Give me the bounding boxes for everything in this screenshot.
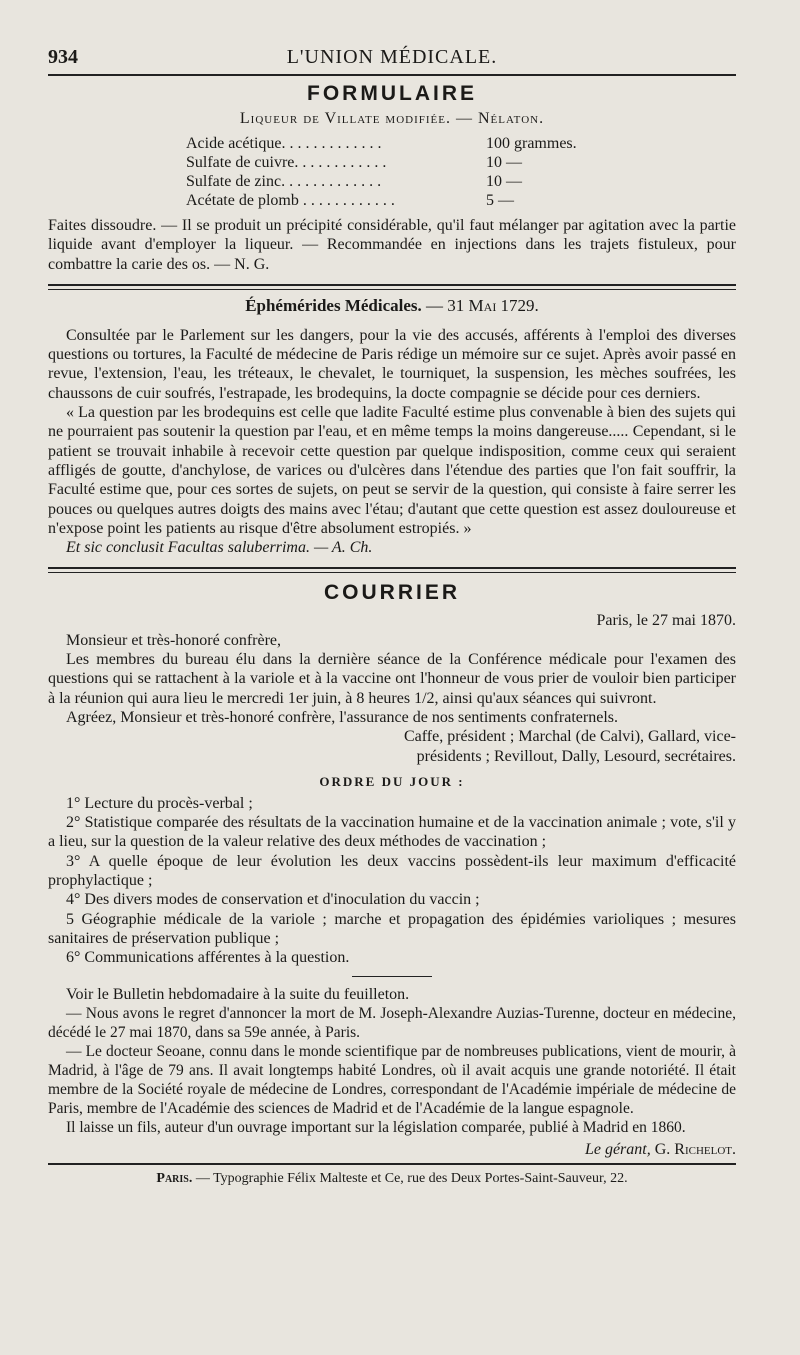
- gerant-label: Le gérant,: [584, 1140, 651, 1158]
- ingredient-qty: 10 —: [486, 173, 522, 190]
- bulletin-note: Voir le Bulletin hebdomadaire à la suite du feuilleton.: [66, 985, 410, 1003]
- courrier-section: [48, 581, 736, 1136]
- ordre-item: 2° Statistique comparée des résultats de la vaccination humaine et de la vaccination animale ; vote, s'il y a lieu, sur la question de la valeur relative des deux méthodes de vaccination ;: [48, 814, 736, 851]
- ingredient-name: Acétate de plomb . . . . . . . . . . . .: [186, 192, 395, 209]
- ordre-item: 5 Géographie médicale de la variole ; marche et propagation des épidémies varioliques ; mesures sanitaires de préservation publique ;: [48, 910, 736, 947]
- short-rule: [352, 976, 432, 977]
- imprint-text: — Typographie Félix Malteste et Ce, rue des Deux Portes-Saint-Sauveur, 22.: [195, 1170, 628, 1186]
- formula-row: [186, 191, 736, 210]
- formulaire-section: [48, 82, 736, 274]
- formula-row: [186, 172, 736, 191]
- formula-row: [186, 153, 736, 172]
- courrier-signature-2: présidents ; Revillout, Dally, Lesourd, secrétaires.: [416, 747, 736, 765]
- running-header: [48, 40, 736, 74]
- ingredient-qty: 5 —: [486, 192, 514, 209]
- ordre-item: 1° Lecture du procès-verbal ;: [66, 794, 253, 812]
- courrier-paragraph: Les membres du bureau élu dans la dernière séance de la Conférence médicale pour l'examen des questions qui se rattachent à la variole et à la vaccine ont l'honneur de vous prier de vouloir bien participer à la réunion qui aura lieu le mercredi 1er juin, à 8 heures 1/2, ainsi qu'aux séances qui suivront.: [48, 651, 736, 707]
- formulaire-note: Faites dissoudre. — Il se produit un précipité considérable, qu'il faut mélanger par agitation avec la partie liquide avant d'employer la liqueur. — Recommandée en injections dans les trajets fistuleux, pour combattre la carie des os. — N. G.: [48, 217, 736, 273]
- ordre-item: 4° Des divers modes de conservation et d'inoculation du vaccin ;: [66, 891, 480, 909]
- news-item: — Nous avons le regret d'annoncer la mort de M. Joseph-Alexandre Auzias-Turenne, docteur en médecine, décédé le 27 mai 1870, dans sa 59e année, à Paris.: [48, 1004, 736, 1041]
- ephemerides-heading: [48, 296, 736, 316]
- courrier-salutation: Monsieur et très-honoré confrère,: [66, 631, 282, 649]
- formula-row: [186, 134, 736, 153]
- section-double-rule: [48, 284, 736, 290]
- section-double-rule: [48, 567, 736, 573]
- ingredient-qty: 10 —: [486, 154, 522, 171]
- ephemerides-section: [48, 296, 736, 558]
- courrier-signature-1: Caffe, président ; Marchal (de Calvi), Gallard, vice-: [403, 728, 736, 746]
- footer-rule: [48, 1163, 736, 1165]
- gerant-name: G. Richelot.: [654, 1140, 736, 1158]
- ordre-item: 3° A quelle époque de leur évolution les deux vaccins possèdent-ils leur maximum d'efficacité prophylactique ;: [48, 852, 736, 890]
- courrier-greeting: Agréez, Monsieur et très-honoré confrère, l'assurance de nos sentiments confraternels.: [66, 708, 618, 726]
- news-item: Il laisse un fils, auteur d'un ouvrage important sur la législation comparée, publié à Madrid en 1860.: [66, 1118, 686, 1136]
- ingredient-name: Acide acétique. . . . . . . . . . . . .: [186, 135, 382, 152]
- imprint-city: Paris.: [156, 1170, 193, 1186]
- ephemerides-quote: « La question par les brodequins est celle que ladite Faculté estime plus convenable à bien des sujets qui ne pourraient pas soutenir la question par l'eau, et en même temps la moins dangereuse..... Cependant, si le patient se trouvait inhabile à recevoir cette question par quelque indisposition, comme ceux qui seraient affligés de goutte, d'anchylose, de varices ou d'ulcères dans l'étendue des parties que l'on fait souffrir, la Faculté estime que, pour ces sortes de sujets, on peut se servir de la question, qui consiste à faire serrer les pouces ou quelques autres doigts des mains avec l'étau; d'autant que cette question est assez douloureuse et n'expose point les patients au risque d'être absolument estropiés. »: [48, 404, 736, 537]
- formulaire-subtitle: Liqueur de Villate modifiée. — Nélaton.: [239, 110, 545, 127]
- ephemerides-closing: Et sic conclusit Facultas saluberrima. — A. Ch.: [66, 539, 373, 557]
- ingredient-qty: 100 grammes.: [486, 135, 577, 152]
- header-rule: [48, 74, 736, 76]
- journal-title: L'UNION MÉDICALE.: [286, 46, 498, 68]
- formula-list: [186, 134, 736, 210]
- ephemerides-paragraph: Consultée par le Parlement sur les dangers, pour la vie des accusés, afférents à l'emploi des diverses questions ou tortures, la Faculté de médecine de Paris rédige un mémoire sur ce sujet. Après avoir passé en revue, l'extension, l'eau, les tréteaux, le chevalet, le tourniquet, la suspension, les mèches soufrées, les chaussons de cuir soufrés, l'estrapade, les brodequins, la docte compagnie se décide pour ces derniers.: [48, 326, 736, 402]
- courrier-dateline: Paris, le 27 mai 1870.: [596, 612, 736, 630]
- ordre-item: 6° Communications afférentes à la question.: [66, 949, 350, 967]
- ingredient-name: Sulfate de zinc. . . . . . . . . . . . .: [186, 173, 382, 190]
- imprint-line: [48, 1171, 736, 1187]
- formulaire-title: FORMULAIRE: [307, 82, 477, 105]
- gerant-line: [48, 1141, 736, 1159]
- ordre-du-jour-title: ORDRE DU JOUR :: [319, 773, 465, 789]
- page-number: 934: [48, 46, 78, 68]
- courrier-title: COURRIER: [323, 581, 460, 605]
- ephemerides-title: Éphémérides Médicales.: [245, 295, 422, 315]
- news-item: — Le docteur Seoane, connu dans le monde scientifique par de nombreuses publications, vient de mourir, à Madrid, à l'âge de 79 ans. Il avait longtemps habité Londres, où il avait acquis une grande notoriété. Il était membre de la Société royale de médecine de Londres, correspondant de l'Académie impériale de médecine de Paris, membre de l'Académie des sciences de Madrid et de l'Académie de la langue espagnole.: [48, 1042, 736, 1117]
- ingredient-name: Sulfate de cuivre. . . . . . . . . . . .: [186, 154, 387, 171]
- ephemerides-date: — 31 Mai 1729.: [426, 295, 539, 315]
